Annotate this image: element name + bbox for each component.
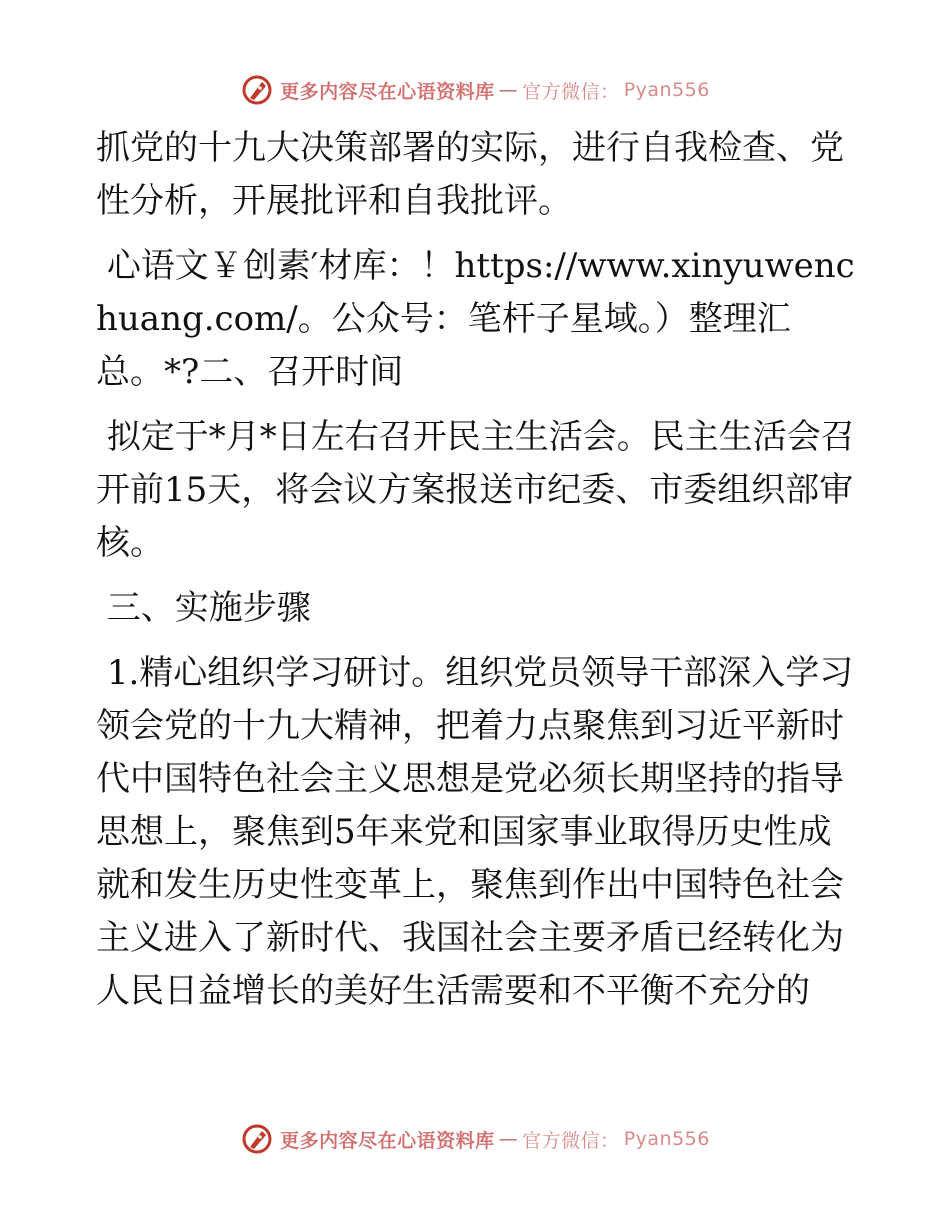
watermark-prefix: 更多内容尽在心语资料库 [280, 1129, 495, 1152]
pen-nib-circle-icon [240, 1122, 274, 1156]
document-body [96, 122, 856, 1018]
pen-nib-circle-icon [240, 73, 274, 107]
watermark-suffix: 官方微信： [522, 1129, 620, 1152]
watermark-footer [0, 1119, 950, 1159]
paragraph-3: 拟定于*月*日左右召开民主生活会。民主生活会召开前15天，将会议方案报送市纪委、市委组织部审核。 [96, 417, 855, 563]
paragraph-2: 心语文￥创素′材库：！https://www.xinyuwenchuang.com/。公众号：笔杆子星域。）整理汇总。*?二、召开时间 [96, 246, 855, 392]
watermark-prefix: 更多内容尽在心语资料库 [280, 80, 495, 103]
watermark-suffix: 官方微信： [522, 80, 620, 103]
watermark-wechat-id: Pyan556 [623, 1128, 710, 1150]
watermark-wechat-id: Pyan556 [623, 79, 710, 101]
watermark-separator: — [498, 79, 519, 101]
section-heading: 三、实施步骤 [96, 588, 311, 628]
paragraph-1: 抓党的十九大决策部署的实际，进行自我检查、党性分析，开展批评和自我批评。 [96, 128, 844, 221]
paragraph-4: 1.精心组织学习研讨。组织党员领导干部深入学习领会党的十九大精神，把着力点聚焦到习近平新时代中国特色社会主义思想是党必须长期坚持的指导思想上，聚焦到5年来党和国家事业取得历史性成就和发生历史性变革上，聚焦到作出中国特色社会主义进入了新时代、我国社会主要矛盾已经转化为人民日益增长的美好生活需要和不平衡不充分的 [96, 653, 854, 1011]
watermark-header [0, 70, 950, 110]
watermark-separator: — [498, 1128, 519, 1150]
